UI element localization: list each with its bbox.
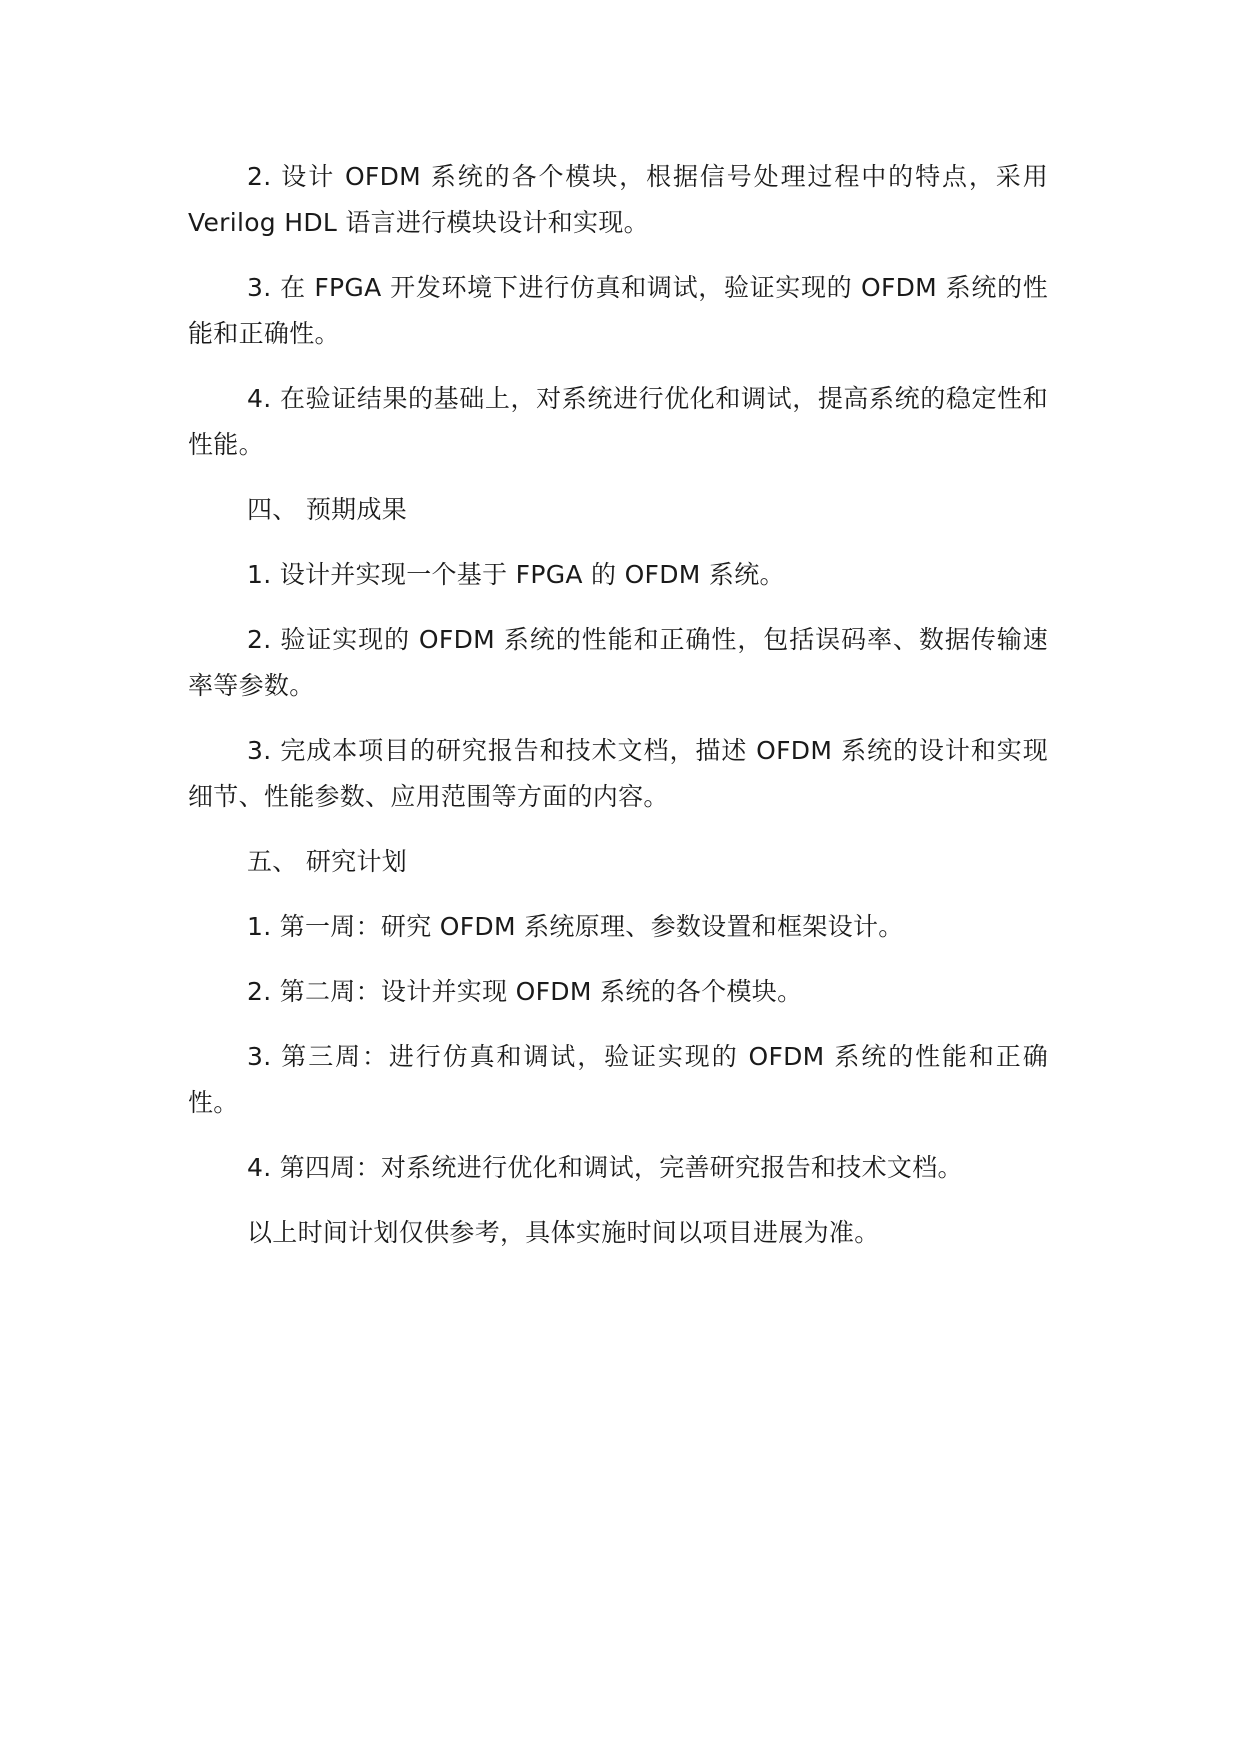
- section-heading-research-plan: 五、 研究计划: [247, 847, 408, 876]
- paragraph-step-2-design-modules: 2. 设计 OFDM 系统的各个模块，根据信号处理过程中的特点，采用 Verilog HDL 语言进行模块设计和实现。: [188, 162, 1048, 237]
- paragraph-schedule-note: 以上时间计划仅供参考，具体实施时间以项目进展为准。: [247, 1218, 880, 1247]
- paragraph-week-1: 1. 第一周：研究 OFDM 系统原理、参数设置和框架设计。: [247, 912, 904, 941]
- paragraph-result-3: 3. 完成本项目的研究报告和技术文档，描述 OFDM 系统的设计和实现细节、性能参数、应用范围等方面的内容。: [188, 736, 1048, 811]
- paragraph-week-4: 4. 第四周：对系统进行优化和调试，完善研究报告和技术文档。: [247, 1153, 963, 1182]
- paragraph-week-2: 2. 第二周：设计并实现 OFDM 系统的各个模块。: [247, 977, 803, 1006]
- paragraph-step-4-optimization: 4. 在验证结果的基础上，对系统进行优化和调试，提高系统的稳定性和性能。: [188, 384, 1048, 459]
- paragraph-result-2: 2. 验证实现的 OFDM 系统的性能和正确性，包括误码率、数据传输速率等参数。: [188, 625, 1048, 700]
- document-body: [188, 154, 1048, 1275]
- paragraph-step-3-simulation: 3. 在 FPGA 开发环境下进行仿真和调试，验证实现的 OFDM 系统的性能和正确性。: [188, 273, 1048, 348]
- section-heading-expected-results: 四、 预期成果: [247, 495, 408, 524]
- paragraph-result-1: 1. 设计并实现一个基于 FPGA 的 OFDM 系统。: [247, 560, 785, 589]
- paragraph-week-3: 3. 第三周：进行仿真和调试，验证实现的 OFDM 系统的性能和正确性。: [188, 1042, 1048, 1117]
